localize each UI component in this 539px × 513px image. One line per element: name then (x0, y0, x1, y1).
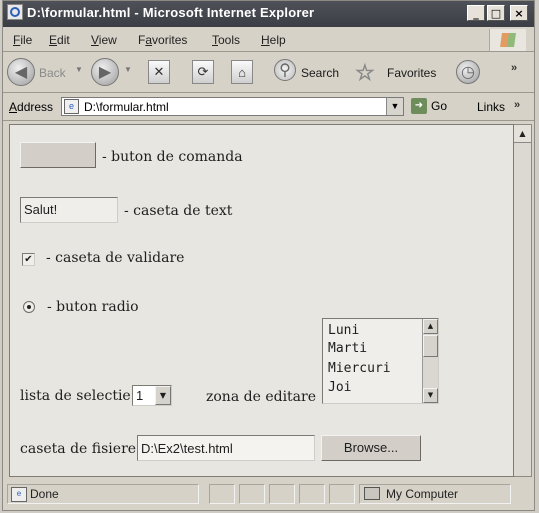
stop-icon[interactable]: ✕ (148, 60, 170, 84)
favorites-star-icon[interactable]: ☆ (355, 60, 375, 85)
refresh-icon[interactable]: ⟳ (192, 60, 214, 84)
scroll-up-icon[interactable]: ▲ (423, 319, 438, 334)
select-dropdown[interactable] (132, 385, 172, 406)
radio-caption: - buton radio (47, 299, 139, 315)
status-cell (269, 484, 295, 504)
address-bar (3, 93, 534, 121)
close-button[interactable]: × (510, 5, 528, 21)
favorites-button-label[interactable]: Favorites (387, 66, 437, 80)
select-dropdown-arrow-icon[interactable]: ▼ (155, 386, 171, 405)
links-label[interactable]: Links (477, 100, 506, 114)
list-item[interactable]: Joi (328, 380, 352, 395)
minimize-button[interactable]: _ (467, 5, 485, 21)
listbox-scrollbar[interactable] (422, 319, 438, 403)
file-path-input[interactable] (137, 435, 315, 461)
page-content (9, 124, 514, 477)
browser-window (2, 0, 535, 511)
maximize-button[interactable]: □ (487, 5, 505, 21)
list-item[interactable]: Marti (328, 341, 368, 356)
select-value: 1 (136, 388, 144, 403)
status-cell (209, 484, 235, 504)
forward-arrow-icon[interactable]: ▶ (91, 58, 119, 86)
history-icon[interactable]: ◷ (456, 60, 480, 84)
file-path-value: D:\Ex2\test.html (141, 441, 233, 456)
list-item[interactable]: Miercuri (328, 361, 391, 376)
page-scrollbar[interactable] (514, 124, 532, 477)
address-input[interactable] (61, 97, 404, 116)
status-cell (329, 484, 355, 504)
scroll-up-icon[interactable]: ▲ (514, 125, 531, 143)
scroll-down-icon[interactable]: ▼ (423, 388, 438, 403)
zone-text: My Computer (386, 487, 459, 501)
windows-logo-icon (489, 29, 526, 51)
go-button[interactable] (411, 98, 447, 114)
list-item[interactable]: Luni (328, 323, 360, 338)
status-text: Done (30, 487, 59, 501)
computer-icon (364, 487, 380, 500)
listbox-scroll-thumb[interactable] (423, 335, 438, 357)
title-bar[interactable] (3, 1, 534, 27)
back-arrow-icon[interactable]: ◀ (7, 58, 35, 86)
status-bar (3, 480, 534, 510)
status-done-panel (7, 484, 199, 504)
file-label: caseta de fisiere (20, 441, 137, 457)
menu-view[interactable]: View (91, 33, 117, 47)
search-icon[interactable]: ⚲ (274, 59, 296, 81)
text-input-value: Salut! (24, 202, 58, 217)
textarea-label: zona de editare (206, 389, 316, 405)
ie-page-icon: e (11, 487, 27, 502)
menu-edit[interactable]: Edit (49, 33, 70, 47)
back-dropdown-icon[interactable]: ▼ (75, 65, 83, 74)
textarea-listbox[interactable] (322, 318, 439, 404)
go-arrow-icon: ➜ (411, 98, 427, 114)
submit-button[interactable] (20, 142, 96, 168)
radio-button[interactable] (23, 301, 35, 313)
checkbox-caption: - caseta de validare (46, 250, 185, 266)
status-cell (299, 484, 325, 504)
forward-dropdown-icon[interactable]: ▼ (124, 65, 132, 74)
home-icon[interactable]: ⌂ (231, 60, 253, 84)
address-dropdown-icon[interactable]: ▼ (386, 98, 403, 115)
submit-caption: - buton de comanda (102, 149, 243, 165)
menu-help[interactable]: Help (261, 33, 286, 47)
text-caption: - caseta de text (124, 203, 233, 219)
toolbar-more-chevron[interactable]: » (511, 62, 518, 74)
menu-tools[interactable]: Tools (212, 33, 241, 47)
back-button-label[interactable]: Back (39, 66, 66, 80)
ie-page-icon (7, 4, 23, 20)
go-label: Go (431, 99, 448, 113)
select-label: lista de selectie (20, 388, 131, 404)
menu-file[interactable]: File (13, 33, 33, 47)
checkbox[interactable]: ✔ (22, 253, 35, 266)
browse-button[interactable]: Browse... (321, 435, 421, 461)
search-button-label[interactable]: Search (301, 66, 340, 80)
menu-bar (3, 27, 534, 52)
links-chevron[interactable]: » (514, 99, 521, 111)
window-title: D:\formular.html - Microsoft Internet Explorer (27, 5, 315, 20)
security-zone-panel (359, 484, 511, 504)
ie-page-icon: e (64, 99, 79, 114)
address-url[interactable]: D:\formular.html (84, 100, 169, 114)
menu-favorites[interactable]: Favorites (138, 33, 188, 47)
status-cell (239, 484, 265, 504)
address-label: Address (9, 100, 54, 114)
standard-toolbar (3, 52, 534, 93)
text-input[interactable] (20, 197, 118, 223)
